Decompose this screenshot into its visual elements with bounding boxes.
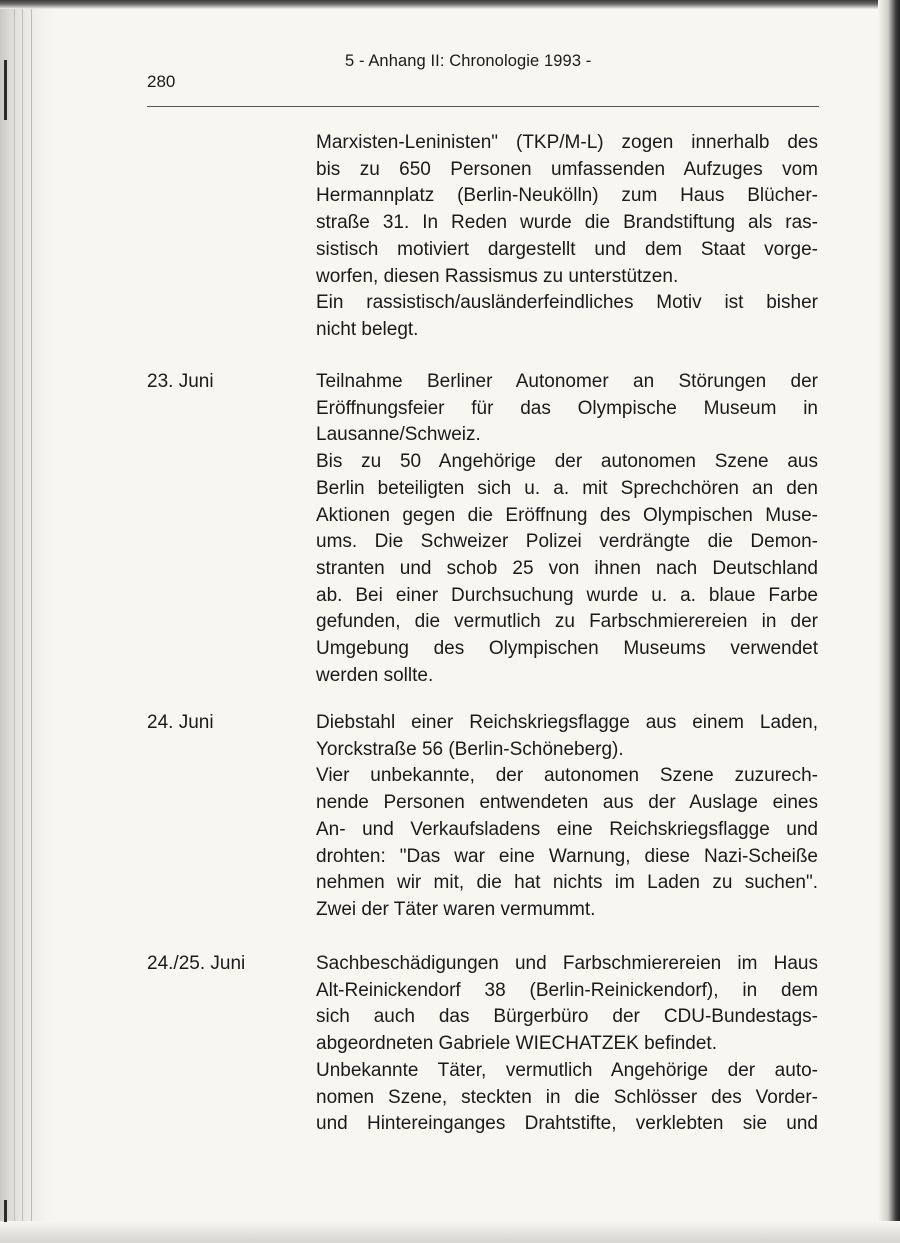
binding-line — [31, 0, 32, 1243]
scan-edge-mark — [4, 60, 7, 120]
page-number: 280 — [147, 72, 176, 91]
entry-body — [316, 369, 818, 689]
text-line: nende Personen entwendeten aus der Auslage eines — [316, 792, 818, 814]
text-line: Hermannplatz (Berlin-Neukölln) zum Haus Blücher- — [316, 185, 818, 207]
binding-line — [14, 0, 15, 1243]
text-line: drohten: "Das war eine Warnung, diese Nazi-Scheiße — [316, 845, 818, 867]
text-line: stranten und schob 25 von ihnen nach Deutschland — [316, 557, 818, 579]
page-right-edge — [878, 0, 900, 1243]
text-line: nicht belegt. — [316, 318, 419, 340]
text-line: ums. Die Schweizer Polizei verdrängte die Demon- — [316, 531, 818, 553]
text-line: Yorckstraße 56 (Berlin-Schöneberg). — [316, 738, 624, 760]
text-line: Bis zu 50 Angehörige der autonomen Szene aus — [316, 451, 818, 473]
entry-date: 24. Juni — [147, 712, 214, 733]
text-line: werden sollte. — [316, 664, 434, 686]
text-line: Berlin beteiligten sich u. a. mit Sprechchören an den — [316, 477, 818, 499]
book-binding-shadow — [0, 0, 60, 1243]
text-line: ab. Bei einer Durchsuchung wurde u. a. blaue Farbe — [316, 584, 818, 606]
text-line: Vier unbekannte, der autonomen Szene zuzurech- — [316, 765, 818, 787]
page-bottom-edge — [0, 1221, 900, 1243]
text-line: straße 31. In Reden wurde die Brandstiftung als ras- — [316, 212, 818, 234]
text-line: Marxisten-Leninisten" (TKP/M-L) zogen innerhalb des — [316, 132, 818, 153]
entry-date: 24./25. Juni — [147, 953, 246, 974]
text-line: Zwei der Täter waren vermummt. — [316, 898, 596, 920]
text-line: Diebstahl einer Reichskriegsflagge aus einem Laden, — [316, 712, 818, 733]
text-line: Umgebung des Olympischen Museums verwendet — [316, 638, 818, 660]
text-line: Teilnahme Berliner Autonomer an Störungen der — [316, 371, 818, 392]
text-line: nomen Szene, steckten in die Schlösser des Vorder- — [316, 1086, 818, 1108]
text-line: Alt-Reinickendorf 38 (Berlin-Reinickendorf), in dem — [316, 979, 818, 1001]
scan-edge-mark — [4, 1200, 7, 1222]
text-line: An- und Verkaufsladens eine Reichskriegsflagge und — [316, 818, 818, 840]
text-line: Eröffnungsfeier für das Olympische Museum in — [316, 397, 818, 419]
text-line: nehmen wir mit, die hat nichts im Laden zu suchen". — [316, 872, 818, 894]
header-rule — [147, 106, 819, 107]
text-line: abgeordneten Gabriele WIECHATZEK befindet. — [316, 1033, 717, 1055]
text-line: bis zu 650 Personen umfassenden Aufzuges vom — [316, 158, 818, 180]
entry-body — [316, 710, 818, 924]
text-line: gefunden, die vermutlich zu Farbschmierereien in der — [316, 611, 818, 633]
text-line: sistisch motiviert dargestellt und dem Staat vorge- — [316, 238, 818, 260]
text-line: Sachbeschädigungen und Farbschmierereien im Haus — [316, 953, 818, 974]
entry-body — [316, 130, 818, 344]
page-top-edge — [0, 0, 900, 9]
text-line: und Hintereinganges Drahtstifte, verklebten sie und — [316, 1113, 818, 1135]
text-line: Ein rassistisch/ausländerfeindliches Motiv ist bisher — [316, 292, 818, 314]
entry-date: 23. Juni — [147, 371, 214, 392]
text-line: Lausanne/Schweiz. — [316, 424, 481, 446]
running-head: 5 - Anhang II: Chronologie 1993 - — [345, 52, 592, 70]
text-line: Aktionen gegen die Eröffnung des Olympischen Muse- — [316, 504, 818, 526]
text-line: Unbekannte Täter, vermutlich Angehörige der auto- — [316, 1059, 818, 1081]
text-line: worfen, diesen Rassismus zu unterstützen. — [316, 265, 679, 287]
text-line: sich auch das Bürgerbüro der CDU-Bundestags- — [316, 1006, 818, 1028]
entry-body — [316, 951, 818, 1138]
binding-line — [22, 0, 23, 1243]
